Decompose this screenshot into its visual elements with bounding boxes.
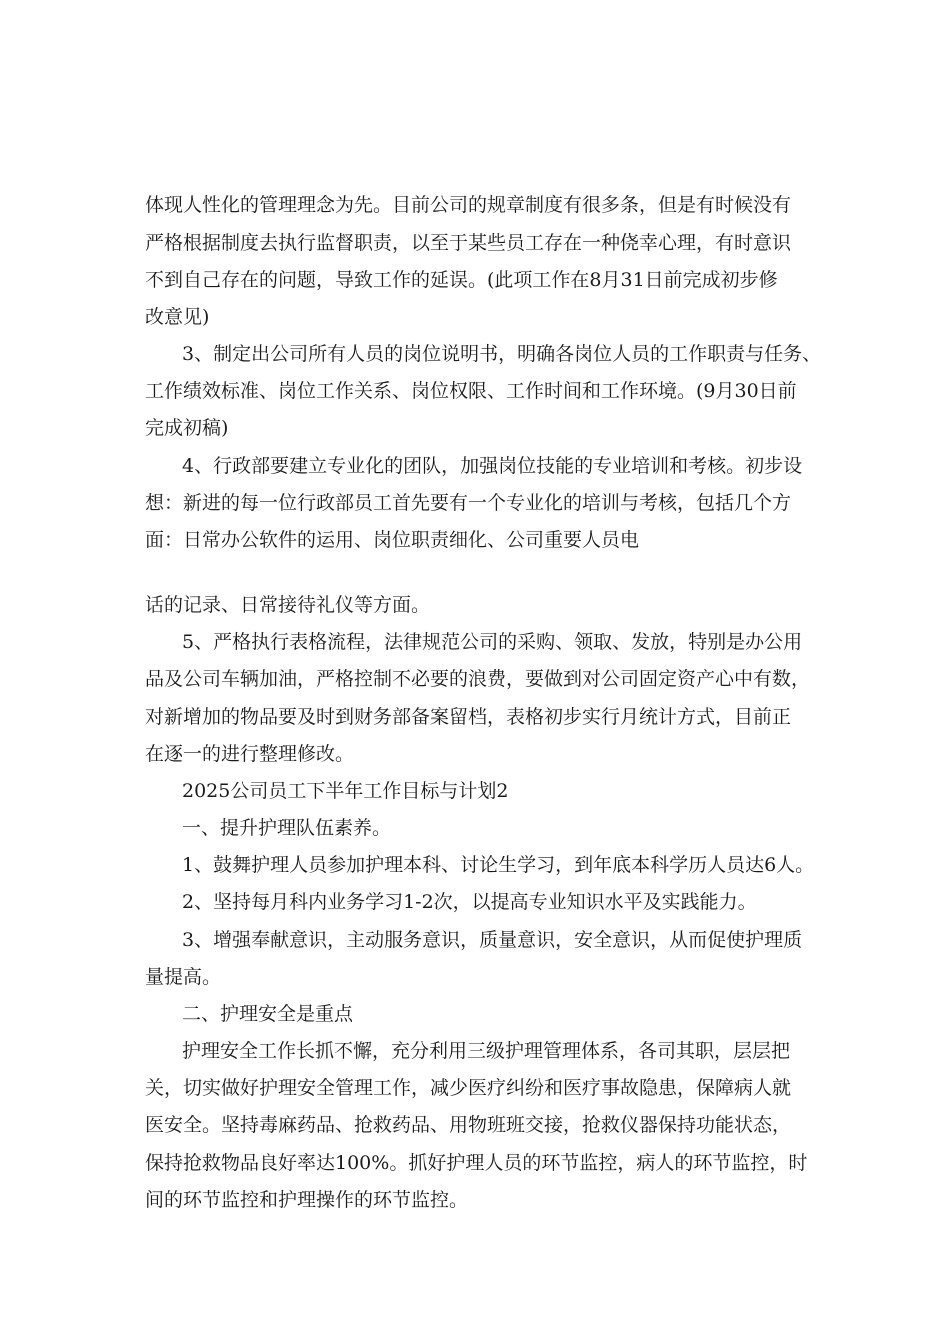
section-heading: 一、提升护理队伍素养。: [182, 817, 392, 839]
paragraph-line: 5、严格执行表格流程，法律规范公司的采购、领取、发放，特别是办公用: [182, 631, 803, 653]
paragraph-line: 关，切实做好护理安全管理工作，减少医疗纠纷和医疗事故隐患，保障病人就: [145, 1077, 792, 1099]
section-title: 2025公司员工下半年工作目标与计划2: [182, 780, 509, 802]
paragraph-line: 改意见): [145, 306, 210, 328]
paragraph-line: 护理安全工作长抓不懈，充分利用三级护理管理体系，各司其职，层层把: [182, 1040, 791, 1062]
paragraph-line: 在逐一的进行整理修改。: [145, 743, 355, 765]
paragraph-line: 面：日常办公软件的运用、岗位职责细化、公司重要人员电: [145, 529, 640, 551]
section-heading: 二、护理安全是重点: [182, 1003, 354, 1025]
paragraph-line: 不到自己存在的问题，导致工作的延误。(此项工作在8月31日前完成初步修: [145, 269, 778, 291]
paragraph-line: 严格根据制度去执行监督职责，以至于某些员工存在一种侥幸心理，有时意识: [145, 232, 792, 254]
paragraph-line: 保持抢救物品良好率达100%。抓好护理人员的环节监控，病人的环节监控，时: [145, 1152, 808, 1174]
paragraph-line: 品及公司车辆加油，严格控制不必要的浪费，要做到对公司固定资产心中有数，: [145, 668, 811, 690]
paragraph-line: 间的环节监控和护理操作的环节监控。: [145, 1189, 469, 1211]
paragraph-line: 体现人性化的管理理念为先。目前公司的规章制度有很多条，但是有时候没有: [145, 194, 792, 216]
paragraph-line: 医安全。坚持毒麻药品、抢救药品、用物班班交接，抢救仪器保持功能状态，: [145, 1114, 792, 1136]
paragraph-line: 4、行政部要建立专业化的团队，加强岗位技能的专业培训和考核。初步设: [182, 455, 803, 477]
paragraph-line: 话的记录、日常接待礼仪等方面。: [145, 594, 431, 616]
paragraph-line: 2、坚持每月科内业务学习1-2次，以提高专业知识水平及实践能力。: [182, 891, 757, 913]
paragraph-line: 完成初稿): [145, 417, 229, 439]
paragraph-line: 3、制定出公司所有人员的岗位说明书，明确各岗位人员的工作职责与任务、: [182, 343, 822, 365]
paragraph-line: 3、增强奉献意识，主动服务意识，质量意识，安全意识，从而促使护理质: [182, 929, 803, 951]
paragraph-line: 对新增加的物品要及时到财务部备案留档，表格初步实行月统计方式，目前正: [145, 706, 792, 728]
paragraph-line: 1、鼓舞护理人员参加护理本科、讨论生学习，到年底本科学历人员达6人。: [182, 854, 815, 876]
paragraph-line: 量提高。: [145, 966, 222, 988]
paragraph-line: 工作绩效标准、岗位工作关系、岗位权限、工作时间和工作环境。(9月30日前: [145, 380, 797, 402]
paragraph-line: 想：新进的每一位行政部员工首先要有一个专业化的培训与考核，包括几个方: [145, 492, 792, 514]
